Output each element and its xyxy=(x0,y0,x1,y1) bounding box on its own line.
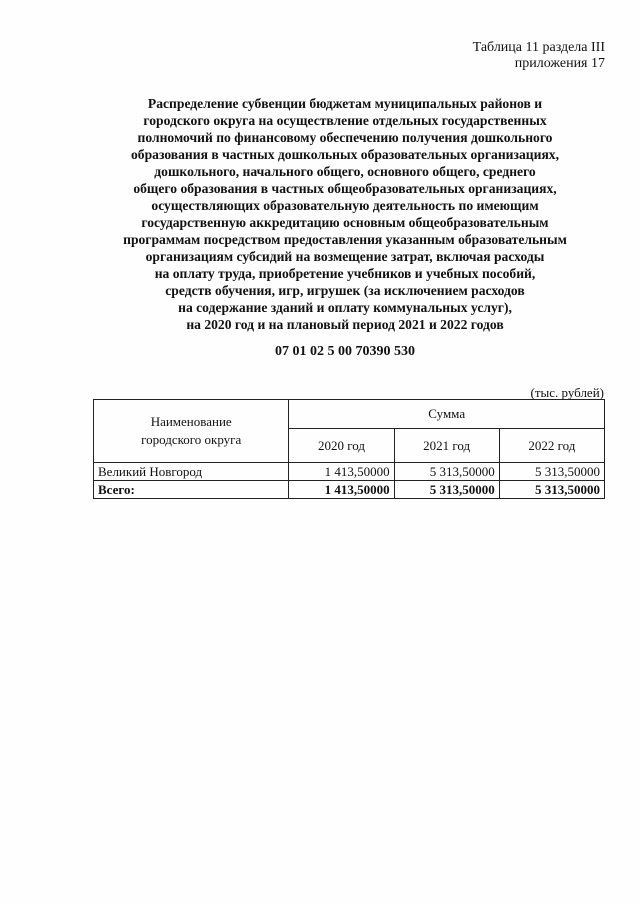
title-line: городского округа на осуществление отдельных государственных xyxy=(143,113,547,128)
header-name-cell xyxy=(94,400,289,463)
header-year-2020: 2020 год xyxy=(289,429,394,463)
title-line: на оплату труда, приобретение учебников и учебных пособий, xyxy=(154,266,536,281)
title-line: организациям субсидий на возмещение затрат, включая расходы xyxy=(145,249,545,264)
table-reference-line-2: приложения 17 xyxy=(514,56,605,71)
title-line: государственную аккредитацию основным общеобразовательным xyxy=(141,215,549,230)
header-name-line-1: Наименование xyxy=(150,414,232,429)
title-line: на 2020 год и на плановый период 2021 и 2022 годов xyxy=(186,317,504,332)
units-label: (тыс. рублей) xyxy=(530,385,604,400)
header-year-2022: 2022 год xyxy=(499,429,604,463)
header-sum-cell: Сумма xyxy=(289,400,605,429)
title-line: осуществляющих образовательную деятельность по имеющим xyxy=(151,198,539,213)
header-year-2021: 2021 год xyxy=(394,429,499,463)
total-value-2022: 5 313,50000 xyxy=(499,481,604,499)
table-reference-line-1: Таблица 11 раздела III xyxy=(472,40,605,55)
title-line: средств обучения, игр, игрушек (за исключением расходов xyxy=(165,283,525,298)
table-row xyxy=(94,463,605,481)
title-line: образования в частных дошкольных образовательных организациях, xyxy=(131,147,559,162)
budget-classification-code: 07 01 02 5 00 70390 530 xyxy=(275,344,415,359)
row-name-cell: Великий Новгород xyxy=(94,463,289,481)
title-line: на содержание зданий и оплату коммунальных услуг), xyxy=(178,300,512,315)
table-header-row xyxy=(94,400,605,429)
title-line: Распределение субвенции бюджетам муниципальных районов и xyxy=(147,96,543,111)
title-line: дошкольного, начального общего, основного общего, среднего xyxy=(154,164,536,179)
subsidy-table xyxy=(93,399,605,499)
table-reference xyxy=(473,40,605,72)
total-value-2020: 1 413,50000 xyxy=(289,481,394,499)
title-line: программам посредством предоставления указанным образовательным xyxy=(123,232,567,247)
row-value-2021: 5 313,50000 xyxy=(394,463,499,481)
table-total-row xyxy=(94,481,605,499)
document-title xyxy=(60,95,630,333)
header-name-line-2: городского округа xyxy=(141,432,242,447)
total-value-2021: 5 313,50000 xyxy=(394,481,499,499)
row-value-2020: 1 413,50000 xyxy=(289,463,394,481)
title-line: общего образования в частных общеобразовательных организациях, xyxy=(133,181,557,196)
title-line: полномочий по финансовому обеспечению получения дошкольного xyxy=(137,130,553,145)
row-value-2022: 5 313,50000 xyxy=(499,463,604,481)
total-name-cell: Всего: xyxy=(94,481,289,499)
